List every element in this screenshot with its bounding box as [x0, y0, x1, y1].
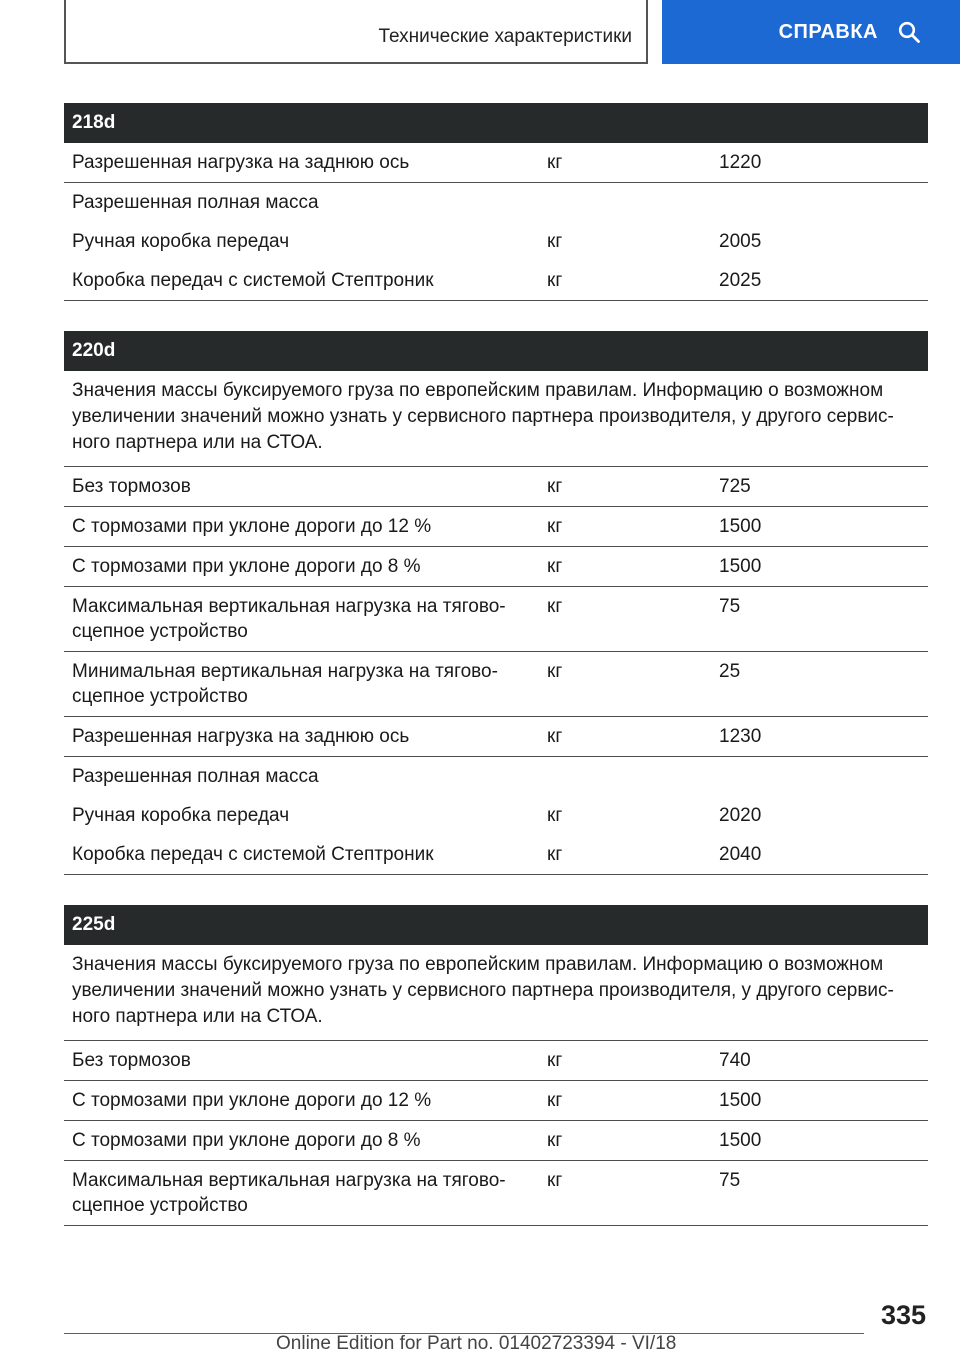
- help-label: СПРАВКА: [778, 20, 878, 43]
- row-label: Разрешенная полная масса: [72, 766, 319, 787]
- row-value: 1220: [719, 152, 762, 173]
- spec-table-218d: [64, 103, 928, 301]
- row-value: 1500: [719, 516, 762, 537]
- table-row: [64, 507, 928, 547]
- row-unit: кг: [547, 476, 563, 497]
- row-label: Ручная коробка передач: [72, 805, 290, 826]
- row-unit: кг: [547, 1130, 563, 1151]
- row-value: [712, 183, 928, 222]
- table-row: [64, 261, 928, 301]
- row-unit: кг: [547, 231, 563, 252]
- row-unit: [544, 183, 712, 222]
- row-value: 25: [719, 661, 741, 682]
- table-row: [64, 143, 928, 183]
- row-label: С тормозами при уклоне дороги до 8 %: [72, 1130, 421, 1151]
- row-unit: кг: [547, 1090, 563, 1111]
- table-row: [64, 1121, 928, 1161]
- row-value: 1500: [719, 1130, 762, 1151]
- row-unit: кг: [547, 270, 563, 291]
- row-label: Разрешенная полная масса: [72, 192, 319, 213]
- row-value: 1230: [719, 726, 762, 747]
- table-row: [64, 222, 928, 261]
- row-value: 1500: [719, 1090, 762, 1111]
- row-value: 2040: [719, 844, 762, 865]
- row-value: 2020: [719, 805, 762, 826]
- table-row: [64, 757, 928, 796]
- row-unit: кг: [547, 596, 563, 617]
- row-value: 1500: [719, 556, 762, 577]
- row-value: 740: [719, 1050, 751, 1071]
- spec-table-225d: [64, 905, 928, 1226]
- search-icon: [898, 21, 920, 43]
- table-row: [64, 835, 928, 875]
- row-label: С тормозами при уклоне дороги до 12 %: [72, 1090, 432, 1111]
- row-value: 2005: [719, 231, 762, 252]
- row-label: Ручная коробка передач: [72, 231, 290, 252]
- row-unit: кг: [547, 844, 563, 865]
- row-label: Без тормозов: [72, 476, 191, 497]
- table-row: [64, 1081, 928, 1121]
- table-row: [64, 467, 928, 507]
- row-value: [712, 757, 928, 796]
- row-value: 75: [719, 596, 741, 617]
- table-note: Значения массы буксируемого груза по европейским правилам. Информацию о возможном увеличении значений можно узнать у сервисного партнера производителя, у другого сервисного партнера или на СТОА.: [64, 371, 928, 467]
- row-unit: кг: [547, 1170, 563, 1191]
- row-label: Минимальная вертикальная нагрузка на тягово-сцепное устройство: [72, 661, 498, 707]
- help-button[interactable]: [662, 0, 960, 64]
- table-row: [64, 547, 928, 587]
- row-value: 2025: [719, 270, 762, 291]
- row-label: Максимальная вертикальная нагрузка на тягово-сцепное устройство: [72, 1170, 506, 1216]
- row-unit: кг: [547, 726, 563, 747]
- row-label: С тормозами при уклоне дороги до 8 %: [72, 556, 421, 577]
- row-label: С тормозами при уклоне дороги до 12 %: [72, 516, 432, 537]
- row-label: Коробка передач с системой Стептроник: [72, 844, 434, 865]
- row-label: Разрешенная нагрузка на заднюю ось: [72, 726, 410, 747]
- section-title: Технические характеристики: [378, 26, 632, 47]
- row-label: Максимальная вертикальная нагрузка на тягово-сцепное устройство: [72, 596, 506, 642]
- row-value: 75: [719, 1170, 741, 1191]
- row-unit: кг: [547, 516, 563, 537]
- edition-info: Online Edition for Part no. 01402723394 - VI/18: [276, 1333, 677, 1354]
- table-heading: 218d: [64, 103, 928, 143]
- spec-table-220d: [64, 331, 928, 875]
- spec-content: [64, 103, 928, 1256]
- table-note: Значения массы буксируемого груза по европейским правилам. Информацию о возможном увеличении значений можно узнать у сервисного партнера производителя, у другого сервисного партнера или на СТОА.: [64, 945, 928, 1041]
- row-value: 725: [719, 476, 751, 497]
- table-row: [64, 652, 928, 717]
- row-unit: кг: [547, 661, 563, 682]
- table-row: [64, 717, 928, 757]
- row-label: Без тормозов: [72, 1050, 191, 1071]
- table-row: [64, 1041, 928, 1081]
- table-heading: 225d: [64, 905, 928, 945]
- table-heading: 220d: [64, 331, 928, 371]
- row-unit: кг: [547, 805, 563, 826]
- section-title-tab[interactable]: [64, 0, 648, 64]
- page-number: 335: [880, 1300, 926, 1330]
- row-unit: кг: [547, 1050, 563, 1071]
- table-row: [64, 796, 928, 835]
- table-row: [64, 183, 928, 222]
- row-label: Коробка передач с системой Стептроник: [72, 270, 434, 291]
- row-unit: [544, 757, 712, 796]
- row-unit: кг: [547, 152, 563, 173]
- row-label: Разрешенная нагрузка на заднюю ось: [72, 152, 410, 173]
- table-row: [64, 1161, 928, 1226]
- row-unit: кг: [547, 556, 563, 577]
- table-row: [64, 587, 928, 652]
